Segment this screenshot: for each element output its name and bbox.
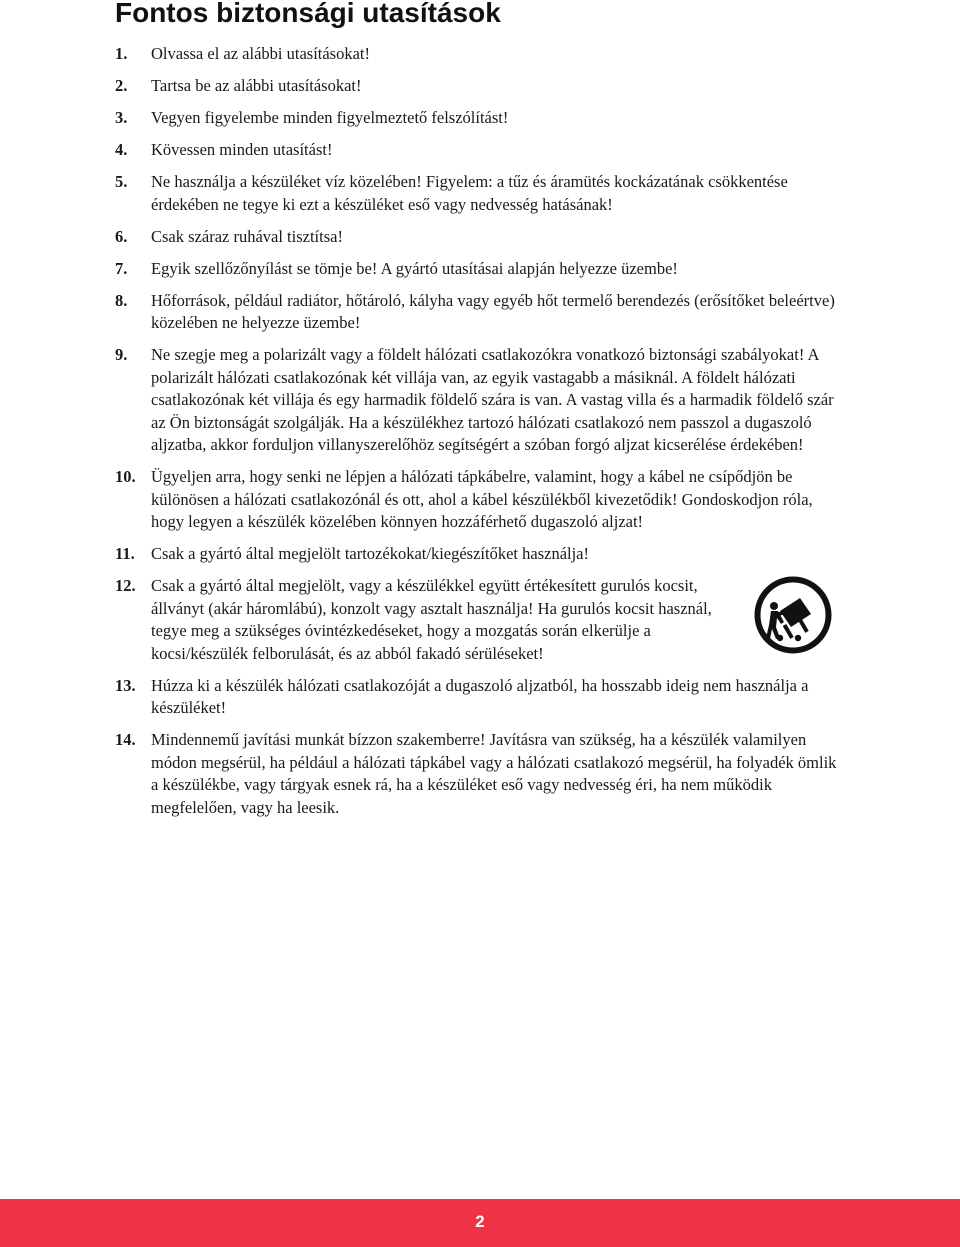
item-number: 10. — [115, 467, 136, 486]
item-number: 3. — [115, 108, 128, 127]
item-number: 14. — [115, 730, 136, 749]
footer-bar — [0, 1199, 960, 1247]
item-number: 2. — [115, 76, 128, 95]
item-text: Ne használja a készüléket víz közelében! Figyelem: a tűz és áramütés kockázatának csökkentése érdekében ne tegye ki ezt a készüléket eső vagy nedvesség hatásának! — [151, 172, 788, 214]
item-text: Csak a gyártó által megjelölt tartozékokat/kiegészítőket használja! — [151, 544, 589, 563]
list-item — [115, 171, 845, 216]
cart-tip-over-warning-icon — [753, 575, 833, 655]
item-text: Ügyeljen arra, hogy senki ne lépjen a hálózati tápkábelre, valamint, hogy a kábel ne csípődjön be különösen a hálózati csatlakozónál és ott, ahol a kábel készülékből kivezetődik! Gondoskodjon róla, hogy legyen a készülék közelében könnyen hozzáférhető dugaszoló aljzat! — [151, 467, 813, 531]
list-item — [115, 107, 845, 130]
item-text: Egyik szellőzőnyílást se tömje be! A gyártó utasításai alapján helyezze üzembe! — [151, 258, 678, 278]
list-item — [115, 75, 845, 98]
item-number: 6. — [115, 226, 128, 246]
list-item — [115, 290, 845, 335]
item-text: Olvassa el az alábbi utasításokat! — [151, 44, 371, 63]
item-text: Kövessen minden utasítást! — [151, 140, 333, 159]
page-number: 2 — [475, 1212, 485, 1231]
item-text: Ne szegje meg a polarizált vagy a földelt hálózati csatlakozókra vonatkozó biztonsági szabályokat! A polarizált hálózati csatlakozónak két villája van, az egyik vastagabb a másiknál. A földelt hálózati csatlakozónak két villája és egy harmadik földelő szára is van. A vastag villa és a harmadik földelő szár az Ön biztonságát szolgálják. Ha a készülékhez tartozó hálózati csatlakozó nem passzol a dugaszoló aljzatba, akkor forduljon villanyszerelőhöz segítségért a szóban forgó aljzat kicserélése érdekében! — [151, 345, 834, 454]
item-number: 9. — [115, 345, 128, 364]
item-text: Csak száraz ruhával tisztítsa! — [151, 226, 343, 246]
list-item — [115, 729, 845, 819]
item-text: Vegyen figyelembe minden figyelmeztető felszólítást! — [151, 108, 509, 127]
page-title: Fontos biztonsági utasítások — [115, 0, 501, 28]
list-item — [115, 466, 845, 534]
item-number: 8. — [115, 290, 128, 310]
item-text: Csak a gyártó által megjelölt, vagy a készülékkel együtt értékesített gurulós kocsit, állványt (akár háromlábú), konzolt vagy asztalt használja! Ha gurulós kocsit használ, tegye meg a szükséges óvintézkedéseket, hogy a mozgatás során elkerülje a kocsi/készülék felborulását, és az abból fakadó sérüléseket! — [151, 576, 712, 663]
item-number: 1. — [115, 44, 128, 63]
safety-instructions-list — [115, 43, 845, 829]
item-text: Hőforrások, például radiátor, hőtároló, kályha vagy egyéb hőt termelő berendezés (erősítőket beleértve) közelében ne helyezze üzembe! — [151, 290, 835, 332]
list-item — [115, 675, 845, 720]
list-item — [115, 543, 845, 566]
item-number: 11. — [115, 544, 135, 563]
list-item — [115, 575, 845, 665]
item-text: Tartsa be az alábbi utasításokat! — [151, 76, 362, 95]
item-number: 4. — [115, 140, 128, 159]
item-text: Húzza ki a készülék hálózati csatlakozóját a dugaszoló aljzatból, ha hosszabb ideig nem használja a készüléket! — [151, 675, 809, 717]
list-item — [115, 226, 845, 249]
item-number: 13. — [115, 675, 136, 695]
list-item — [115, 139, 845, 162]
list-item — [115, 43, 845, 66]
item-text: Mindennemű javítási munkát bízzon szakemberre! Javításra van szükség, ha a készülék valamilyen módon megsérül, ha például a hálózati tápkábel vagy a hálózati csatlakozó megsérül, ha folyadék ömlik a készülékbe, vagy tárgyak esnek rá, ha a készüléket eső vagy nedvesség éri, ha nem működik megfelelően, vagy ha leesik. — [151, 730, 837, 817]
item-number: 12. — [115, 576, 136, 595]
list-item — [115, 258, 845, 281]
list-item — [115, 344, 845, 457]
item-number: 7. — [115, 258, 128, 278]
item-number: 5. — [115, 172, 128, 191]
